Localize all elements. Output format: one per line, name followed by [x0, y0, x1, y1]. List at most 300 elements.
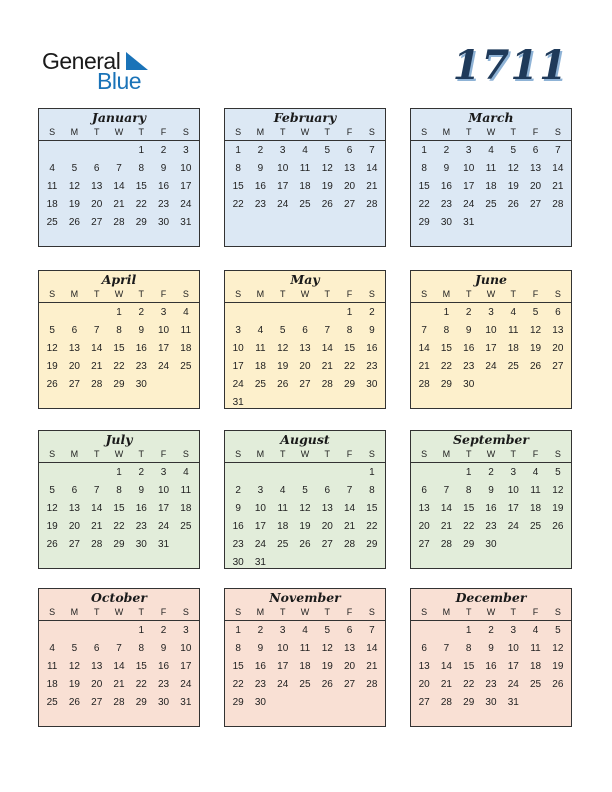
weekday-label: S	[421, 607, 428, 617]
day-cell: 7	[443, 485, 450, 496]
empty-day-cell	[63, 304, 85, 322]
day-cell: 14	[91, 343, 103, 354]
day-cell: 4	[183, 467, 189, 478]
day-cell: 16	[232, 521, 244, 532]
weekday-label: W	[300, 127, 310, 137]
empty-day-cell	[316, 464, 338, 482]
day-cell: 5	[532, 307, 539, 318]
empty-day-cell	[294, 304, 316, 322]
weekday-label: T	[93, 607, 100, 617]
month-title: June	[474, 272, 508, 287]
day-cell: 31	[158, 539, 170, 550]
day-cell: 26	[299, 539, 311, 550]
month-september	[410, 430, 572, 569]
day-cell: 19	[321, 661, 333, 672]
weekday-label: S	[182, 449, 189, 459]
day-cell: 13	[344, 643, 356, 654]
day-cell: 23	[254, 679, 266, 690]
weekday-label: T	[465, 607, 472, 617]
weekday-label: W	[486, 449, 496, 459]
weekday-label: S	[421, 127, 428, 137]
month-november	[224, 588, 386, 727]
day-cell: 14	[440, 503, 452, 514]
day-cell: 1	[465, 467, 472, 478]
day-cell: 24	[507, 679, 519, 690]
day-cell: 31	[463, 217, 475, 228]
weekday-label: T	[324, 127, 331, 137]
month-march	[410, 108, 572, 247]
day-cell: 26	[321, 199, 333, 210]
day-cell: 16	[366, 343, 378, 354]
logo-word-blue: Blue	[97, 68, 142, 94]
day-cell: 6	[421, 485, 427, 496]
weekday-label: F	[160, 127, 167, 137]
day-cell: 16	[158, 661, 170, 672]
weekday-label: S	[182, 289, 189, 299]
day-cell: 3	[257, 485, 264, 496]
weekday-label: T	[279, 289, 286, 299]
day-cell: 29	[113, 539, 125, 550]
day-cell: 9	[443, 163, 450, 174]
day-cell: 7	[369, 625, 375, 636]
day-cell: 29	[113, 379, 125, 390]
day-cell: 12	[530, 325, 542, 336]
day-cell: 12	[507, 163, 519, 174]
month-january	[38, 108, 200, 247]
empty-day-cell	[413, 464, 435, 482]
month-title: December	[455, 590, 527, 605]
day-cell: 2	[257, 145, 264, 156]
day-cell: 29	[463, 697, 475, 708]
day-cell: 20	[91, 679, 103, 690]
weekday-label: M	[442, 289, 451, 299]
day-cell: 14	[321, 343, 333, 354]
day-cell: 5	[49, 325, 55, 336]
day-cell: 22	[113, 361, 125, 372]
day-cell: 27	[321, 539, 333, 550]
day-cell: 7	[93, 485, 100, 496]
day-cell: 29	[463, 539, 475, 550]
day-cell: 1	[369, 467, 375, 478]
day-grid	[39, 303, 199, 394]
day-cell: 31	[180, 217, 192, 228]
weekday-label: T	[279, 127, 286, 137]
day-cell: 6	[302, 325, 308, 336]
day-cell: 7	[369, 145, 375, 156]
day-cell: 11	[46, 661, 58, 672]
month-june	[410, 270, 572, 409]
weekday-label: F	[532, 127, 539, 137]
weekday-header	[411, 447, 571, 463]
day-cell: 13	[299, 343, 311, 354]
day-cell: 30	[485, 697, 497, 708]
month-february	[224, 108, 386, 247]
day-cell: 7	[324, 325, 331, 336]
day-cell: 21	[440, 521, 452, 532]
day-cell: 1	[116, 307, 122, 318]
day-cell: 28	[552, 199, 564, 210]
day-cell: 21	[91, 361, 103, 372]
day-cell: 10	[180, 643, 192, 654]
day-cell: 2	[160, 145, 167, 156]
day-cell: 16	[254, 181, 266, 192]
day-cell: 21	[366, 181, 378, 192]
empty-day-cell	[435, 464, 457, 482]
day-cell: 2	[369, 307, 375, 318]
weekday-label: T	[93, 289, 100, 299]
day-cell: 4	[183, 307, 189, 318]
day-cell: 30	[135, 379, 147, 390]
day-cell: 20	[344, 661, 356, 672]
day-cell: 26	[68, 697, 80, 708]
day-cell: 14	[366, 643, 378, 654]
day-cell: 9	[160, 643, 167, 654]
day-cell: 21	[440, 679, 452, 690]
day-cell: 9	[488, 643, 494, 654]
day-cell: 3	[279, 625, 286, 636]
day-cell: 16	[158, 181, 170, 192]
day-cell: 6	[346, 625, 353, 636]
day-cell: 2	[138, 307, 145, 318]
day-cell: 21	[418, 361, 430, 372]
day-cell: 3	[465, 145, 472, 156]
day-cell: 19	[277, 361, 289, 372]
weekday-label: W	[300, 289, 310, 299]
weekday-label: T	[324, 607, 331, 617]
weekday-label: S	[368, 127, 375, 137]
empty-day-cell	[316, 304, 338, 322]
day-grid	[225, 303, 385, 412]
day-cell: 20	[552, 343, 564, 354]
day-cell: 9	[235, 503, 241, 514]
weekday-header	[39, 287, 199, 303]
day-cell: 28	[113, 217, 125, 228]
weekday-label: S	[368, 289, 375, 299]
empty-day-cell	[272, 304, 294, 322]
day-cell: 10	[507, 643, 519, 654]
weekday-label: W	[114, 607, 124, 617]
day-cell: 12	[552, 485, 564, 496]
day-cell: 26	[552, 521, 564, 532]
day-cell: 4	[488, 145, 494, 156]
weekday-label: T	[279, 449, 286, 459]
weekday-label: T	[510, 607, 517, 617]
day-cell: 20	[68, 361, 80, 372]
weekday-label: T	[465, 449, 472, 459]
month-title: May	[290, 272, 320, 287]
weekday-label: W	[300, 449, 310, 459]
month-title: April	[101, 272, 137, 287]
day-cell: 4	[49, 163, 55, 174]
empty-day-cell	[63, 622, 85, 640]
day-cell: 26	[530, 361, 542, 372]
weekday-label: M	[442, 127, 451, 137]
day-cell: 15	[232, 181, 244, 192]
day-cell: 10	[158, 325, 170, 336]
day-cell: 17	[277, 181, 289, 192]
weekday-label: F	[346, 289, 353, 299]
day-cell: 12	[299, 503, 311, 514]
empty-day-cell	[108, 622, 130, 640]
day-cell: 1	[235, 145, 241, 156]
day-cell: 23	[232, 539, 244, 550]
day-cell: 9	[138, 485, 145, 496]
day-cell: 18	[530, 503, 542, 514]
day-cell: 12	[68, 661, 80, 672]
day-cell: 23	[440, 199, 452, 210]
day-cell: 30	[135, 539, 147, 550]
weekday-header	[39, 125, 199, 141]
day-cell: 21	[91, 521, 103, 532]
day-cell: 24	[277, 679, 289, 690]
weekday-label: S	[49, 449, 56, 459]
day-cell: 19	[68, 679, 80, 690]
empty-day-cell	[294, 464, 316, 482]
day-cell: 10	[158, 485, 170, 496]
day-cell: 3	[183, 145, 189, 156]
day-cell: 24	[158, 361, 170, 372]
day-cell: 31	[180, 697, 192, 708]
day-cell: 1	[443, 307, 450, 318]
month-title: February	[273, 110, 337, 125]
day-cell: 13	[530, 163, 542, 174]
day-cell: 16	[135, 343, 147, 354]
day-cell: 22	[440, 361, 452, 372]
day-cell: 11	[299, 643, 311, 654]
day-grid	[225, 621, 385, 712]
day-cell: 9	[488, 485, 494, 496]
day-cell: 25	[254, 379, 266, 390]
weekday-label: S	[421, 449, 428, 459]
day-cell: 11	[277, 503, 288, 514]
day-cell: 3	[183, 625, 189, 636]
empty-day-cell	[63, 142, 85, 160]
day-cell: 1	[116, 467, 122, 478]
day-cell: 18	[530, 661, 542, 672]
weekday-label: W	[486, 127, 496, 137]
day-cell: 9	[138, 325, 145, 336]
weekday-header	[411, 605, 571, 621]
weekday-label: T	[93, 127, 100, 137]
weekday-label: W	[486, 289, 496, 299]
day-cell: 18	[46, 199, 58, 210]
empty-day-cell	[338, 464, 360, 482]
day-cell: 27	[91, 217, 103, 228]
day-cell: 27	[418, 697, 430, 708]
day-cell: 6	[555, 307, 561, 318]
day-cell: 4	[510, 307, 517, 318]
day-cell: 22	[135, 679, 147, 690]
weekday-label: M	[70, 127, 79, 137]
month-august	[224, 430, 386, 569]
day-cell: 9	[369, 325, 375, 336]
day-cell: 7	[93, 325, 100, 336]
day-cell: 12	[552, 643, 564, 654]
day-cell: 3	[510, 467, 517, 478]
day-cell: 28	[440, 539, 452, 550]
day-grid	[411, 463, 571, 554]
day-cell: 15	[440, 343, 452, 354]
weekday-label: S	[235, 449, 242, 459]
day-cell: 15	[232, 661, 244, 672]
day-cell: 19	[299, 521, 311, 532]
day-cell: 28	[91, 379, 103, 390]
day-cell: 31	[507, 697, 519, 708]
weekday-label: T	[510, 127, 517, 137]
weekday-header	[225, 125, 385, 141]
day-grid	[411, 303, 571, 394]
day-cell: 2	[138, 467, 145, 478]
day-cell: 22	[463, 679, 475, 690]
day-cell: 6	[324, 485, 331, 496]
weekday-header	[39, 605, 199, 621]
month-title: January	[91, 110, 147, 125]
empty-day-cell	[413, 622, 435, 640]
day-cell: 7	[555, 145, 561, 156]
day-cell: 17	[180, 181, 192, 192]
day-cell: 9	[257, 163, 264, 174]
empty-day-cell	[41, 464, 63, 482]
weekday-label: M	[256, 607, 265, 617]
empty-day-cell	[41, 622, 63, 640]
day-cell: 6	[93, 163, 100, 174]
day-cell: 17	[463, 181, 475, 192]
day-grid	[225, 141, 385, 214]
weekday-label: F	[532, 449, 539, 459]
day-cell: 28	[440, 697, 452, 708]
weekday-label: W	[114, 289, 124, 299]
day-cell: 12	[321, 643, 333, 654]
day-cell: 19	[530, 343, 542, 354]
day-cell: 22	[232, 679, 244, 690]
day-cell: 22	[463, 521, 475, 532]
empty-day-cell	[435, 622, 457, 640]
weekday-label: S	[368, 449, 375, 459]
day-cell: 27	[68, 539, 80, 550]
day-cell: 28	[418, 379, 430, 390]
day-cell: 14	[344, 503, 356, 514]
weekday-label: S	[235, 607, 242, 617]
day-cell: 28	[344, 539, 356, 550]
weekday-label: W	[114, 449, 124, 459]
day-cell: 8	[346, 325, 353, 336]
day-cell: 12	[68, 181, 80, 192]
weekday-label: F	[532, 607, 539, 617]
weekday-header	[225, 287, 385, 303]
weekday-label: F	[346, 449, 353, 459]
day-cell: 30	[158, 697, 170, 708]
empty-day-cell	[227, 304, 249, 322]
weekday-header	[225, 605, 385, 621]
day-cell: 29	[344, 379, 356, 390]
day-cell: 3	[488, 307, 494, 318]
day-cell: 21	[321, 361, 333, 372]
day-cell: 12	[321, 163, 333, 174]
day-cell: 2	[465, 307, 472, 318]
day-cell: 30	[463, 379, 475, 390]
day-cell: 11	[299, 163, 311, 174]
day-cell: 5	[71, 163, 78, 174]
day-cell: 28	[113, 697, 125, 708]
empty-day-cell	[41, 142, 63, 160]
day-cell: 18	[507, 343, 519, 354]
day-cell: 2	[443, 145, 450, 156]
day-cell: 26	[46, 539, 58, 550]
day-cell: 23	[254, 199, 266, 210]
day-cell: 3	[510, 625, 517, 636]
weekday-label: S	[49, 127, 56, 137]
day-cell: 14	[91, 503, 103, 514]
day-cell: 30	[158, 217, 170, 228]
day-cell: 1	[465, 625, 472, 636]
day-cell: 28	[366, 679, 378, 690]
day-cell: 7	[116, 643, 122, 654]
day-cell: 26	[552, 679, 564, 690]
weekday-label: M	[256, 127, 265, 137]
day-cell: 25	[299, 679, 311, 690]
day-cell: 22	[418, 199, 430, 210]
day-cell: 27	[68, 379, 80, 390]
day-cell: 28	[91, 539, 103, 550]
day-cell: 25	[507, 361, 519, 372]
day-cell: 5	[49, 485, 55, 496]
empty-day-cell	[86, 622, 108, 640]
day-cell: 25	[46, 217, 58, 228]
day-cell: 10	[507, 485, 519, 496]
day-cell: 20	[299, 361, 311, 372]
day-cell: 15	[113, 503, 125, 514]
day-cell: 5	[324, 625, 331, 636]
weekday-label: S	[49, 289, 56, 299]
day-cell: 30	[366, 379, 378, 390]
day-cell: 7	[421, 325, 427, 336]
day-cell: 18	[299, 181, 311, 192]
day-cell: 5	[302, 485, 308, 496]
weekday-header	[225, 447, 385, 463]
weekday-label: F	[160, 607, 167, 617]
day-cell: 28	[366, 199, 378, 210]
day-cell: 4	[302, 145, 308, 156]
empty-day-cell	[227, 464, 249, 482]
day-cell: 27	[91, 697, 103, 708]
day-cell: 20	[68, 521, 80, 532]
weekday-label: T	[465, 127, 472, 137]
day-cell: 8	[443, 325, 450, 336]
empty-day-cell	[86, 464, 108, 482]
day-cell: 25	[46, 697, 58, 708]
day-cell: 8	[421, 163, 427, 174]
day-cell: 24	[254, 539, 266, 550]
day-cell: 6	[421, 643, 427, 654]
day-cell: 18	[254, 361, 266, 372]
weekday-label: F	[346, 607, 353, 617]
day-cell: 17	[180, 661, 192, 672]
month-title: July	[105, 432, 133, 447]
day-cell: 10	[277, 643, 289, 654]
day-cell: 11	[46, 181, 58, 192]
day-cell: 13	[418, 661, 430, 672]
day-cell: 15	[463, 661, 475, 672]
day-cell: 23	[463, 361, 475, 372]
day-cell: 8	[235, 163, 241, 174]
day-cell: 20	[418, 521, 430, 532]
day-cell: 21	[344, 521, 356, 532]
day-cell: 26	[68, 217, 80, 228]
day-cell: 8	[465, 643, 472, 654]
day-cell: 11	[530, 485, 541, 496]
day-cell: 31	[254, 557, 266, 568]
day-cell: 18	[485, 181, 497, 192]
